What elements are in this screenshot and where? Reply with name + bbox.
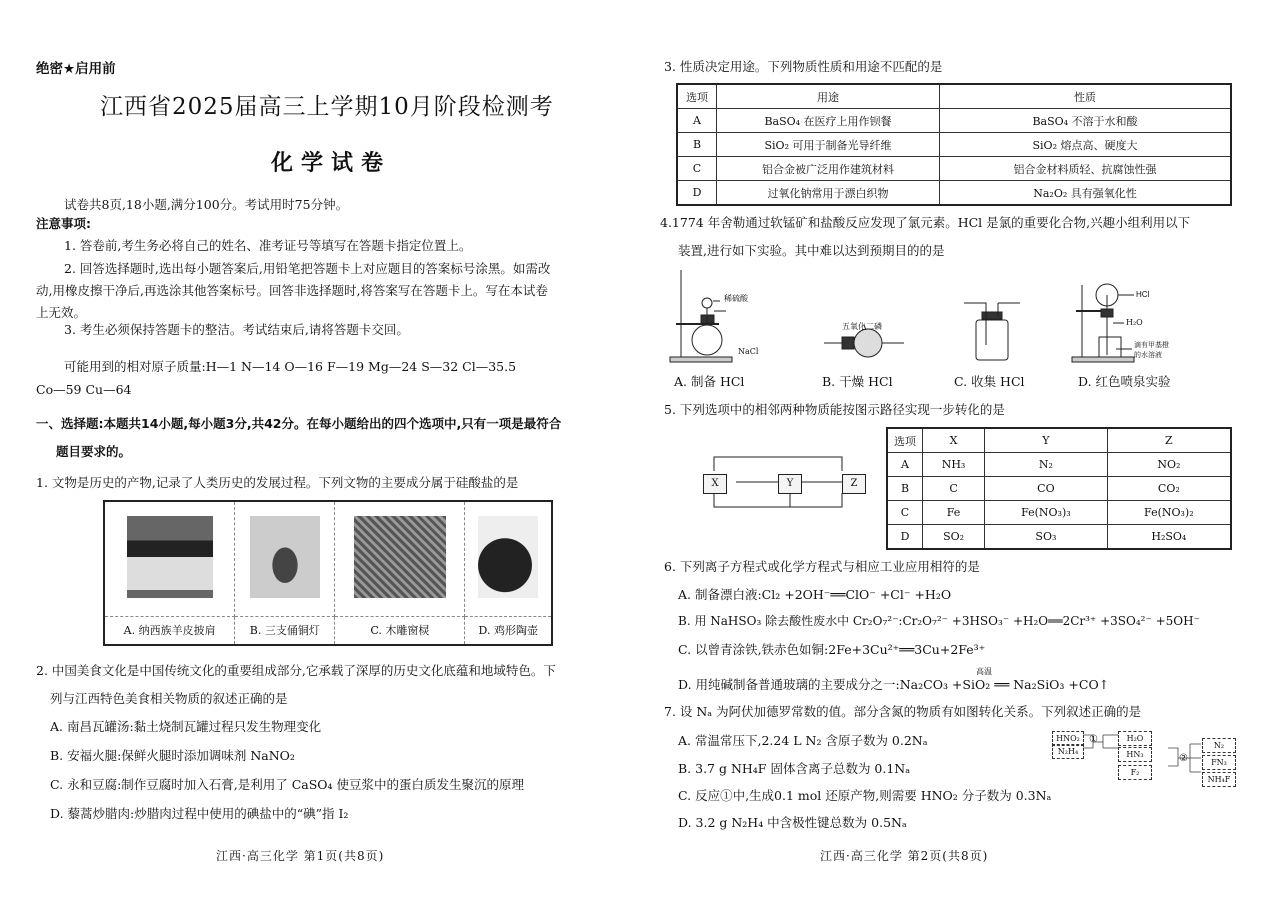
node-z: Z	[842, 474, 866, 494]
page-1	[36, 0, 606, 900]
page-2-footer: 江西·高三化学 第2页(共8页)	[820, 849, 989, 863]
q4-stem: 4.1774 年舍勒通过软锰矿和盐酸反应发现了氯元素。HCl 是氯的重要化合物,兴趣小组利用以下	[660, 215, 1191, 230]
q6-d-condition: 高温	[976, 667, 992, 676]
q3-table	[676, 83, 1232, 206]
label-nacl: NaCl	[738, 347, 759, 356]
cell: C	[923, 477, 985, 501]
cell: H₂SO₄	[1107, 525, 1231, 550]
cell: D	[677, 181, 717, 206]
header-use: 用途	[717, 84, 940, 109]
cell: D	[887, 525, 923, 550]
atomic-masses-1: 可能用到的相对原子质量:H—1 N—14 O—16 F—19 Mg—24 S—32 Cl—35.5	[64, 359, 517, 374]
artifact-a-image	[127, 516, 213, 598]
notice-2: 2. 回答选择题时,选出每小题答案后,用铅笔把答题卡上对应题目的答案标号涂黑。如需改	[64, 261, 551, 276]
table-row	[677, 133, 1231, 157]
cell: 铝合金材料质轻、抗腐蚀性强	[940, 157, 1232, 181]
notice-2-cont: 动,用橡皮擦干净后,再选涂其他答案标号。回答非选择题时,将答案写在答题卡上。写在本试卷	[36, 283, 548, 298]
page-1-footer: 江西·高三化学 第1页(共8页)	[216, 849, 385, 863]
notice-2-end: 上无效。	[36, 305, 87, 320]
table-row	[677, 181, 1231, 206]
table-row	[887, 501, 1231, 525]
step-2-marker: ②	[1179, 753, 1188, 764]
exam-intro: 试卷共8页,18小题,满分100分。考试用时75分钟。	[64, 197, 349, 212]
cell: BaSO₄ 不溶于水和酸	[940, 109, 1232, 133]
artifact-d-cell	[465, 501, 552, 616]
q7-stem: 7. 设 Nₐ 为阿伏加德罗常数的值。部分含氮的物质有如图转化关系。下列叙述正确的是	[664, 704, 1142, 719]
cell: NO₂	[1107, 453, 1231, 477]
artifact-d-image	[478, 516, 538, 598]
q2-option-b: B. 安福火腿:保鲜火腿时添加调味剂 NaNO₂	[50, 748, 295, 763]
cell: A	[677, 109, 717, 133]
artifact-b-image	[250, 516, 320, 598]
q2-stem-cont: 列与江西特色美食相关物质的叙述正确的是	[50, 691, 288, 706]
cell: Fe(NO₃)₂	[1107, 501, 1231, 525]
node-h2o: H₂O	[1118, 731, 1152, 746]
page-2	[660, 0, 1239, 900]
artifact-a-cell	[104, 501, 235, 616]
label-indicator-2: 的水溶液	[1134, 351, 1162, 359]
cell: B	[887, 477, 923, 501]
cell: BaSO₄ 在医疗上用作钡餐	[717, 109, 940, 133]
node-f2: F₂	[1118, 765, 1152, 780]
subject-title: 化学试卷	[271, 151, 392, 176]
q2-option-c: C. 永和豆腐:制作豆腐时加入石膏,是利用了 CaSO₄ 使豆浆中的蛋白质发生聚沉的原理	[50, 777, 525, 792]
cell: 铝合金被广泛用作建筑材料	[717, 157, 940, 181]
exam-title: 江西省2025届高三上学期10月阶段检测考	[100, 94, 554, 120]
cell: NH₃	[923, 453, 985, 477]
artifact-c-label: C. 木雕窗棂	[335, 616, 465, 645]
node-nh4f: NH₄F	[1202, 772, 1236, 787]
q6-option-b: B. 用 NaHSO₃ 除去酸性废水中 Cr₂O₇²⁻:Cr₂O₇²⁻ +3HSO₃⁻ +H₂O══2Cr³⁺ +3SO₄²⁻ +5OH⁻	[678, 614, 1200, 628]
cell: N₂	[985, 453, 1108, 477]
node-hn3: HN₃	[1118, 747, 1152, 762]
artifact-b-label: B. 三支俑铜灯	[235, 616, 335, 645]
q6-option-a: A. 制备漂白液:Cl₂ +2OH⁻══ClO⁻ +Cl⁻ +H₂O	[678, 587, 952, 602]
q4-option-d: D. 红色喷泉实验	[1078, 374, 1171, 389]
node-hno2: HNO₂	[1052, 731, 1084, 746]
label-p2o5: 五氧化二磷	[842, 322, 882, 331]
header-z: Z	[1107, 428, 1231, 453]
cell: SiO₂ 可用于制备光导纤维	[717, 133, 940, 157]
q1-stem: 1. 文物是历史的产物,记录了人类历史的发展过程。下列文物的主要成分属于硅酸盐的是	[36, 475, 519, 490]
q2-option-d: D. 藜蒿炒腊肉:炒腊肉过程中使用的碘盐中的“碘”指 I₂	[50, 806, 349, 821]
q7-option-a: A. 常温常压下,2.24 L N₂ 含原子数为 0.2Nₐ	[678, 733, 928, 748]
header-x: X	[923, 428, 985, 453]
node-n2h4: N₂H₄	[1052, 744, 1084, 759]
cell: CO₂	[1107, 477, 1231, 501]
node-fn3: FN₃	[1202, 755, 1236, 770]
label-dilute-sulfuric-acid: 稀硫酸	[724, 294, 748, 303]
cell: C	[677, 157, 717, 181]
node-n2: N₂	[1202, 738, 1236, 753]
q4-option-b: B. 干燥 HCl	[822, 374, 893, 389]
table-row	[887, 525, 1231, 550]
q4-option-a: A. 制备 HCl	[674, 374, 745, 389]
notice-3: 3. 考生必须保持答题卡的整洁。考试结束后,请将答题卡交回。	[64, 322, 409, 337]
step-1-marker: ①	[1089, 734, 1098, 745]
table-row	[677, 109, 1231, 133]
apparatus-a	[670, 270, 732, 362]
table-row	[677, 157, 1231, 181]
cell: CO	[985, 477, 1108, 501]
x-to-z-top-arrow	[714, 457, 842, 471]
header-y: Y	[985, 428, 1108, 453]
table-row	[887, 453, 1231, 477]
q3-stem: 3. 性质决定用途。下列物质性质和用途不匹配的是	[664, 59, 943, 74]
q6-stem: 6. 下列离子方程式或化学方程式与相应工业应用相符的是	[664, 559, 980, 574]
cell: SiO₂ 熔点高、硬度大	[940, 133, 1232, 157]
label-h2o: H₂O	[1126, 318, 1143, 327]
cell: SO₃	[985, 525, 1108, 550]
table-row	[887, 477, 1231, 501]
q6-option-d: D. 用纯碱制备普通玻璃的主要成分之一:Na₂CO₃ +SiO₂ ══ Na₂SiO₃ +CO↑	[678, 677, 1110, 692]
q2-stem: 2. 中国美食文化是中国传统文化的重要组成部分,它承载了深厚的历史文化底蕴和地域特色。下	[36, 663, 556, 678]
cell: C	[887, 501, 923, 525]
confidential-label: 绝密★启用前	[36, 61, 116, 77]
q5-header-row	[887, 428, 1231, 453]
section-heading-cont: 题目要求的。	[56, 444, 132, 459]
q5-stem: 5. 下列选项中的相邻两种物质能按图示路径实现一步转化的是	[664, 402, 1005, 417]
node-x: X	[703, 474, 727, 494]
artifact-d-label: D. 鸡形陶壶	[465, 616, 552, 645]
artifact-c-cell	[335, 501, 465, 616]
label-indicator-1: 滴有甲基橙	[1134, 341, 1169, 349]
q6-option-c: C. 以曾青涂铁,铁赤色如铜:2Fe+3Cu²⁺══3Cu+2Fe³⁺	[678, 642, 986, 657]
cell: Fe(NO₃)₃	[985, 501, 1108, 525]
q7-option-d: D. 3.2 g N₂H₄ 中含极性键总数为 0.5Nₐ	[678, 815, 907, 830]
header-option: 选项	[887, 428, 923, 453]
cell: SO₂	[923, 525, 985, 550]
notice-1: 1. 答卷前,考生务必将自己的姓名、准考证号等填写在答题卡指定位置上。	[64, 238, 472, 253]
apparatus-c	[964, 303, 1020, 360]
artifact-c-image	[354, 516, 446, 598]
section-heading: 一、选择题:本题共14小题,每小题3分,共42分。在每小题给出的四个选项中,只有一项是最符合	[36, 416, 562, 431]
q7-option-c: C. 反应①中,生成0.1 mol 还原产物,则需要 HNO₂ 分子数为 0.3Nₐ	[678, 788, 1052, 803]
q1-artifact-table	[103, 500, 553, 646]
cell: Na₂O₂ 具有强氧化性	[940, 181, 1232, 206]
q5-table	[886, 427, 1232, 550]
q4-option-c: C. 收集 HCl	[954, 374, 1025, 389]
artifact-b-cell	[235, 501, 335, 616]
q3-header-row	[677, 84, 1231, 109]
apparatus-d	[1072, 284, 1134, 362]
cell: 过氧化钠常用于漂白织物	[717, 181, 940, 206]
label-hcl: HCl	[1136, 290, 1150, 299]
notice-heading: 注意事项:	[36, 216, 91, 231]
q2-option-a: A. 南昌瓦罐汤:黏土烧制瓦罐过程只发生物理变化	[50, 719, 322, 734]
header-option: 选项	[677, 84, 717, 109]
cell: B	[677, 133, 717, 157]
node-y: Y	[778, 474, 802, 494]
q7-option-b: B. 3.7 g NH₄F 固体含离子总数为 0.1Nₐ	[678, 761, 911, 776]
q4-stem-cont: 装置,进行如下实验。其中难以达到预期目的的是	[678, 243, 945, 258]
x-z-bottom-link	[714, 493, 842, 507]
artifact-a-label: A. 纳西族羊皮披肩	[104, 616, 235, 645]
cell: A	[887, 453, 923, 477]
cell: Fe	[923, 501, 985, 525]
header-property: 性质	[940, 84, 1232, 109]
atomic-masses-2: Co—59 Cu—64	[36, 382, 132, 397]
